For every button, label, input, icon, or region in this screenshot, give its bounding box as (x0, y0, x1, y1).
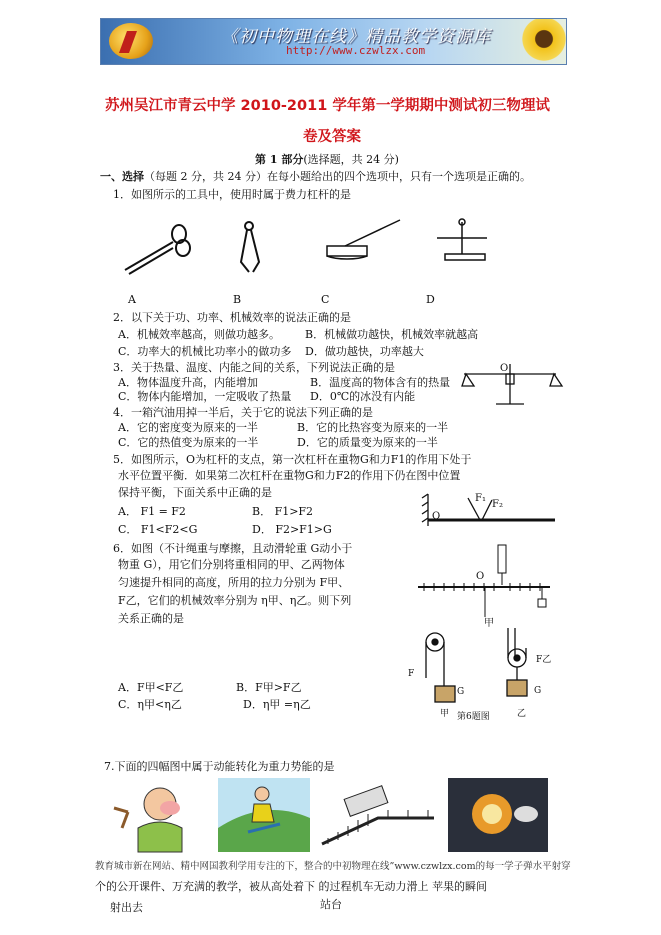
q6-option-b: B．F甲>F乙 (236, 681, 302, 694)
tongs-icon (241, 222, 259, 272)
q7-image-slingshot (108, 778, 208, 852)
q5-option-c: C． F1<F2<G (118, 523, 198, 536)
q7-footer-line1: 教育城市新在网站、精中网国教利学用专注的下，整合的中初物理在线”www.czwlzx.com的每一学子弹水平射穿 (95, 861, 571, 872)
q7-image-bullet-apple (448, 778, 548, 852)
q4-option-a: A．它的密度变为原来的一半 (118, 421, 258, 434)
q6-fig-g2: G (534, 686, 542, 696)
q3-option-b: B．温度高的物体含有的热量 (310, 376, 451, 389)
document-title: 苏州吴江市青云中学 2010-2011 学年第一学期期中测试初三物理试 (105, 98, 550, 114)
q6-line4: F乙，它们的机械效率分别为 η甲、η乙。则下列 (118, 594, 352, 607)
q6-line2: 物重 G），用它们分别将重相同的甲、乙两物体 (118, 558, 345, 571)
part-label: 第 1 部分 (255, 153, 304, 166)
q4-option-b: B．它的比热容变为原来的一半 (297, 421, 449, 434)
q4-stem: 4．一箱汽油用掉一半后，关于它的说法下列正确的是 (113, 406, 373, 419)
q5-fig-f2: F₂ (492, 499, 503, 510)
q7-image-skateboard (218, 778, 310, 852)
q6-lever-ruler-figure (410, 545, 560, 625)
q5-line2: 水平位置平衡．如果第二次杠杆在重物G和力F2的作用下仍在图中位置 (118, 469, 461, 482)
q5-line3: 保持平衡，下面关系中正确的是 (118, 486, 272, 499)
q7-stem: 7.下面的四幅图中属于动能转化为重力势能的是 (104, 760, 335, 773)
q6-fig-g1: G (457, 687, 465, 697)
q1-label-b: B (233, 293, 242, 306)
q6-line1: 6．如图（不计绳重与摩擦，且动滑轮重 G动小于 (113, 542, 353, 555)
sunflower-icon (514, 18, 567, 65)
q5-fig-f1: F₁ (475, 493, 486, 504)
q1-label-d: D (426, 293, 435, 306)
q5-option-b: B． F1>F2 (252, 505, 314, 518)
site-logo (109, 23, 153, 59)
q3-balance-figure (460, 360, 560, 408)
q5-fig-o: O (432, 511, 441, 522)
q3-option-a: A．物体温度升高，内能增加 (118, 376, 258, 389)
q6-caption-jia: 甲 (440, 709, 450, 719)
banner-title: 《初中物理在线》精品教学资源库 (221, 27, 491, 47)
q7-caption-c: 站台 (320, 898, 342, 911)
q5-option-a: A． F1 = F2 (118, 505, 186, 518)
q3-option-c: C．物体内能增加，一定吸收了热量 (118, 390, 292, 403)
q7-image-rollercoaster (318, 778, 438, 852)
q2-option-b: B．机械做功越快，机械效率就越高 (305, 328, 479, 341)
balance-scale-icon (437, 219, 487, 260)
section-label: 一、选择 (100, 170, 144, 183)
q6-option-c: C．η甲<η乙 (118, 698, 182, 711)
q3-stem: 3．关于热量、温度、内能之间的关系，下列说法正确的是 (113, 361, 395, 374)
q6-caption: 第6题图 (457, 712, 490, 722)
q6-fig-f: F (408, 669, 415, 679)
q5-line1: 5．如图所示，O为杠杆的支点，第一次杠杆在重物G和力F1的作用下处于 (113, 453, 472, 466)
q6-pulley-figure (405, 628, 555, 710)
q4-option-d: D．它的质量变为原来的一半 (297, 436, 438, 449)
fishing-rod-icon (327, 220, 400, 259)
q2-option-c: C．功率大的机械比功率小的做功多 (118, 345, 292, 358)
header-banner (100, 18, 567, 65)
q3-option-d: D．0℃的冰没有内能 (310, 390, 416, 403)
section-desc: （每题 2 分，共 24 分）在每小题给出的四个选项中，只有一个选项是正确的。 (144, 170, 531, 183)
banner-url[interactable]: http://www.czwlzx.com (286, 44, 426, 57)
q1-label-a: A (128, 293, 136, 306)
q2-stem: 2．以下关于功、功率、机械效率的说法正确的是 (113, 311, 351, 324)
q2-option-a: A．机械效率越高，则做功越多。 (118, 328, 280, 341)
q6-fig-o: O (476, 571, 485, 582)
q6-line3: 匀速提升相同的高度，所用的拉力分别为 F甲、 (118, 576, 350, 589)
q2-option-d: D．做功越快，功率越大 (305, 345, 424, 358)
q6-fig-jia-upper: 甲 (484, 618, 494, 629)
scissors-icon (125, 225, 190, 274)
q3-fig-o: O (500, 363, 509, 374)
q7-caption-a: 射出去 (110, 901, 143, 914)
part-desc: (选择题，共 24 分) (303, 153, 399, 166)
q7-footer-line2: 个的公开课件、万充满的教学，被从高处着下 的过程机车无动力滑上 苹果的瞬间 (95, 880, 487, 893)
section-heading (100, 170, 531, 183)
part-heading (255, 153, 399, 166)
q6-option-d: D．η甲 =η乙 (243, 698, 311, 711)
q4-option-c: C．它的热值变为原来的一半 (118, 436, 259, 449)
q5-lever-figure (420, 490, 560, 530)
q1-stem: 1．如图所示的工具中，使用时属于费力杠杆的是 (113, 188, 351, 201)
q6-caption-yi: 乙 (517, 709, 527, 719)
q1-figures (115, 212, 495, 282)
q6-option-a: A．F甲<F乙 (118, 681, 184, 694)
q1-label-c: C (321, 293, 330, 306)
q5-option-d: D． F2>F1>G (252, 523, 332, 536)
q6-fig-fz: F乙 (536, 655, 552, 665)
document-title-cont: 卷及答案 (303, 129, 361, 145)
q6-line5: 关系正确的是 (118, 612, 184, 625)
